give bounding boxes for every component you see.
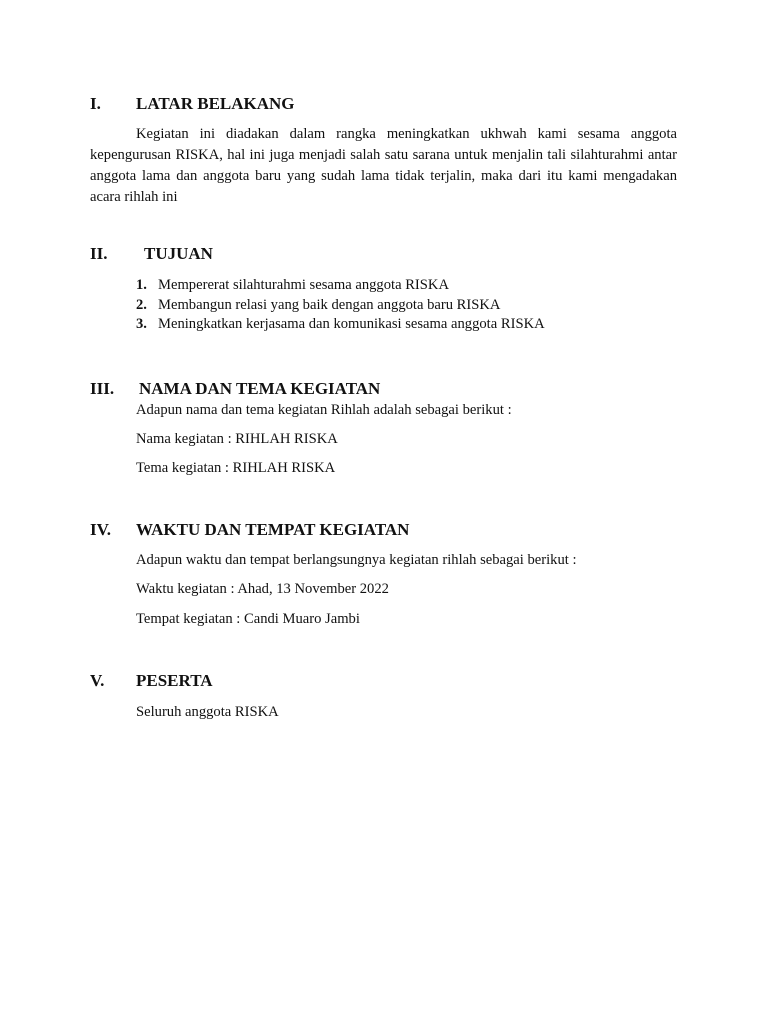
section-heading-nama-tema: [90, 379, 381, 399]
nama-tema-intro: Adapun nama dan tema kegiatan Rihlah adalah sebagai berikut :: [136, 402, 512, 418]
nama-kegiatan: Nama kegiatan : RIHLAH RISKA: [136, 431, 338, 447]
paragraph-line: anggota lama dan anggota baru yang sudah lama tidak terjalin, maka dari itu kami mengadakan: [90, 168, 677, 184]
section-number: II.: [90, 244, 108, 263]
section-number: V.: [90, 671, 105, 690]
list-item: [136, 296, 545, 316]
paragraph-line: acara rihlah ini: [90, 189, 178, 205]
list-text: Mempererat silahturahmi sesama anggota RISKA: [158, 277, 449, 293]
section-heading-latar-belakang: [90, 94, 295, 114]
section-heading-peserta: [90, 671, 213, 691]
section-heading-waktu-tempat: [90, 520, 410, 540]
section-title: WAKTU DAN TEMPAT KEGIATAN: [136, 520, 410, 539]
section-title: LATAR BELAKANG: [136, 94, 295, 113]
section-title: NAMA DAN TEMA KEGIATAN: [139, 379, 381, 398]
list-item: [136, 276, 545, 296]
list-text: Meningkatkan kerjasama dan komunikasi sesama anggota RISKA: [158, 316, 545, 332]
list-number: 1.: [136, 277, 147, 293]
list-text: Membangun relasi yang baik dengan anggota baru RISKA: [158, 296, 501, 313]
section-number: IV.: [90, 520, 111, 539]
waktu-tempat-intro: Adapun waktu dan tempat berlangsungnya kegiatan rihlah sebagai berikut :: [136, 552, 577, 568]
list-number: 3.: [136, 316, 147, 332]
tempat-kegiatan: Tempat kegiatan : Candi Muaro Jambi: [136, 611, 360, 627]
list-number: 2.: [136, 296, 147, 313]
section-number: III.: [90, 379, 115, 398]
waktu-kegiatan: Waktu kegiatan : Ahad, 13 November 2022: [136, 581, 389, 597]
peserta-text: Seluruh anggota RISKA: [136, 704, 279, 720]
section-number: I.: [90, 94, 101, 113]
tema-kegiatan: Tema kegiatan : RIHLAH RISKA: [136, 460, 336, 476]
paragraph-line: kepengurusan RISKA, hal ini juga menjadi salah satu sarana untuk menjalin tali silahturahmi antar: [90, 147, 677, 163]
paragraph-line: Kegiatan ini diadakan dalam rangka meningkatkan ukhwah kami sesama anggota: [136, 126, 677, 142]
section-title: TUJUAN: [144, 244, 213, 263]
section-heading-tujuan: [90, 244, 213, 264]
tujuan-list: [136, 276, 545, 335]
list-item: [136, 315, 545, 335]
section-title: PESERTA: [136, 671, 213, 690]
